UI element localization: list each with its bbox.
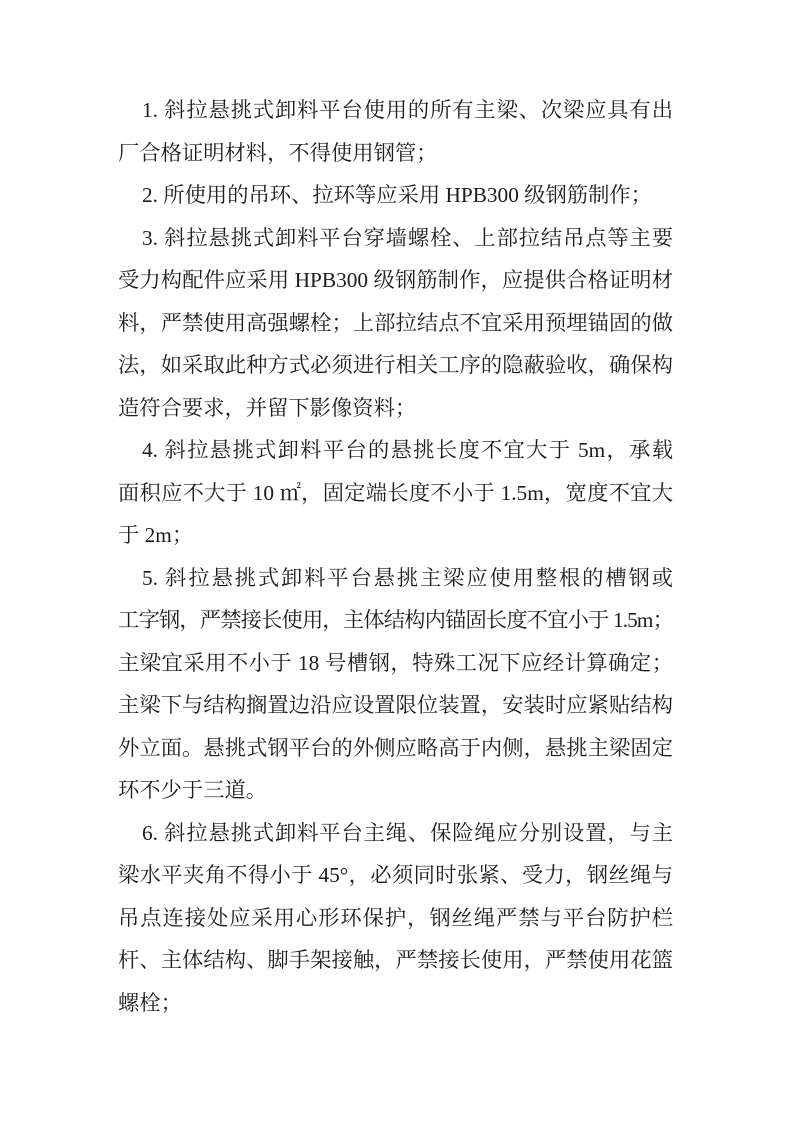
paragraph-4 — [118, 429, 673, 557]
text-line: 5. 斜拉悬挑式卸料平台悬挑主梁应使用整根的槽钢或 — [142, 565, 673, 590]
paragraph-2 — [118, 174, 673, 217]
paragraph-5 — [118, 557, 673, 812]
text-line: 2. 所使用的吊环、拉环等应采用 HPB300 级钢筋制作； — [142, 183, 652, 207]
text-line: 外立面。悬挑式钢平台的外侧应略高于内侧，悬挑主梁固定 — [118, 735, 673, 760]
text-line: 工字钢，严禁接长使用，主体结构内锚固长度不宜小于 1.5m； — [118, 608, 673, 632]
text-line: 梁水平夹角不得小于 45°，必须同时张紧、受力，钢丝绳与 — [118, 863, 673, 887]
text-line: 料，严禁使用高强螺栓；上部拉结点不宜采用预埋锚固的做 — [118, 310, 673, 335]
text-line: 环不少于三道。 — [118, 778, 268, 802]
text-line: 1. 斜拉悬挑式卸料平台使用的所有主梁、次梁应具有出 — [142, 98, 673, 122]
text-line: 造符合要求，并留下影像资料； — [118, 395, 417, 420]
text-line: 法，如采取此种方式必须进行相关工序的隐蔽验收，确保构 — [118, 353, 673, 377]
document-content — [118, 89, 673, 1024]
text-line: 螺栓； — [118, 990, 182, 1015]
text-line: 主梁下与结构搁置边沿应设置限位装置，安装时应紧贴结构 — [118, 693, 673, 717]
paragraph-6 — [118, 812, 673, 1025]
text-line: 于 2m； — [118, 523, 194, 547]
text-line: 面积应不大于 10 ㎡，固定端长度不小于 1.5m，宽度不宜大 — [118, 480, 673, 505]
text-line: 杆、主体结构、脚手架接触，严禁接长使用，严禁使用花篮 — [118, 948, 673, 972]
text-line: 吊点连接处应采用心形环保护，钢丝绳严禁与平台防护栏 — [118, 905, 673, 930]
paragraph-1 — [118, 89, 673, 174]
text-line: 受力构配件应采用 HPB300 级钢筋制作，应提供合格证明材 — [118, 268, 673, 292]
paragraph-3 — [118, 217, 673, 430]
text-line: 厂合格证明材料，不得使用钢管； — [118, 140, 438, 165]
text-line: 6. 斜拉悬挑式卸料平台主绳、保险绳应分别设置，与主 — [142, 820, 673, 845]
text-line: 4. 斜拉悬挑式卸料平台的悬挑长度不宜大于 5m，承载 — [142, 438, 673, 462]
text-line: 3. 斜拉悬挑式卸料平台穿墙螺栓、上部拉结吊点等主要 — [142, 225, 673, 250]
text-line: 主梁宜采用不小于 18 号槽钢，特殊工况下应经计算确定； — [118, 650, 673, 675]
